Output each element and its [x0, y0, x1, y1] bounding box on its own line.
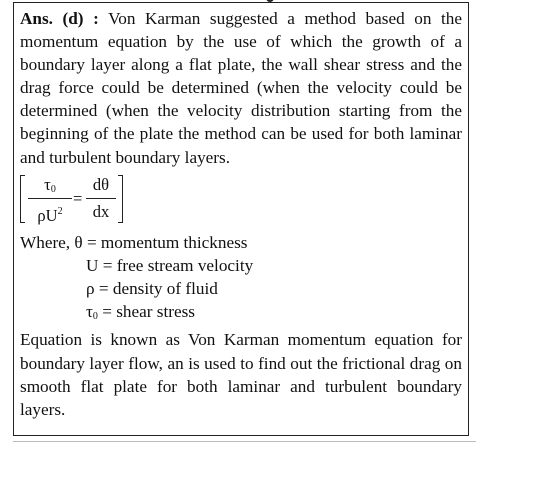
conclusion-paragraph: Equation is known as Von Karman momentum equation for boundary layer flow, an is used to find out the frictional drag on smooth flat plate for both laminar and turbulent boundary layers. [20, 330, 462, 419]
answer-box [13, 2, 469, 436]
equals-sign: = [73, 188, 83, 208]
definition-row-rho [20, 277, 462, 300]
lhs-fraction-bar [28, 198, 72, 199]
definition-text: = density of fluid [94, 279, 218, 299]
definition-text: = momentum thickness [82, 232, 248, 252]
answer-label: Ans. (d) : [20, 9, 99, 28]
rhs-fraction-bar [86, 198, 116, 199]
rhs-fraction [86, 173, 116, 224]
definition-text: = free stream velocity [98, 255, 254, 275]
definition-symbol: ρ [86, 279, 95, 299]
left-bracket [20, 175, 25, 223]
momentum-equation [20, 171, 462, 229]
definition-row-tau [20, 300, 462, 328]
definition-row-theta [20, 231, 462, 254]
answer-intro-paragraph [20, 7, 462, 169]
definition-symbol: τ [86, 302, 93, 322]
definition-subscript: 0 [92, 311, 98, 323]
where-prefix: Where, [20, 232, 71, 252]
definitions-list [20, 231, 462, 329]
rhs-denominator: dx [92, 201, 110, 221]
definition-text: = shear stress [97, 302, 195, 322]
lhs-denominator: $\rho U^2$ [37, 205, 63, 225]
lhs-fraction [28, 173, 72, 224]
right-bracket [118, 175, 123, 223]
page-divider [13, 441, 476, 442]
definition-row-u [20, 254, 462, 277]
rhs-numerator: dθ [92, 174, 110, 194]
definition-symbol: θ [74, 232, 83, 252]
definition-symbol: U [86, 255, 99, 275]
answer-intro-text: Von Karman suggested a method based on the momentum equation by the use of which the growth of a boundary layer along a flat plate, the wall shear stress and the drag force could be determined (when the velocity could be determined (when the velocity distribution starting from the beginning of the plate the method can be used for both laminar and turbulent boundary layers. [20, 9, 462, 167]
lhs-numerator: $\tau_0$ [44, 174, 56, 195]
